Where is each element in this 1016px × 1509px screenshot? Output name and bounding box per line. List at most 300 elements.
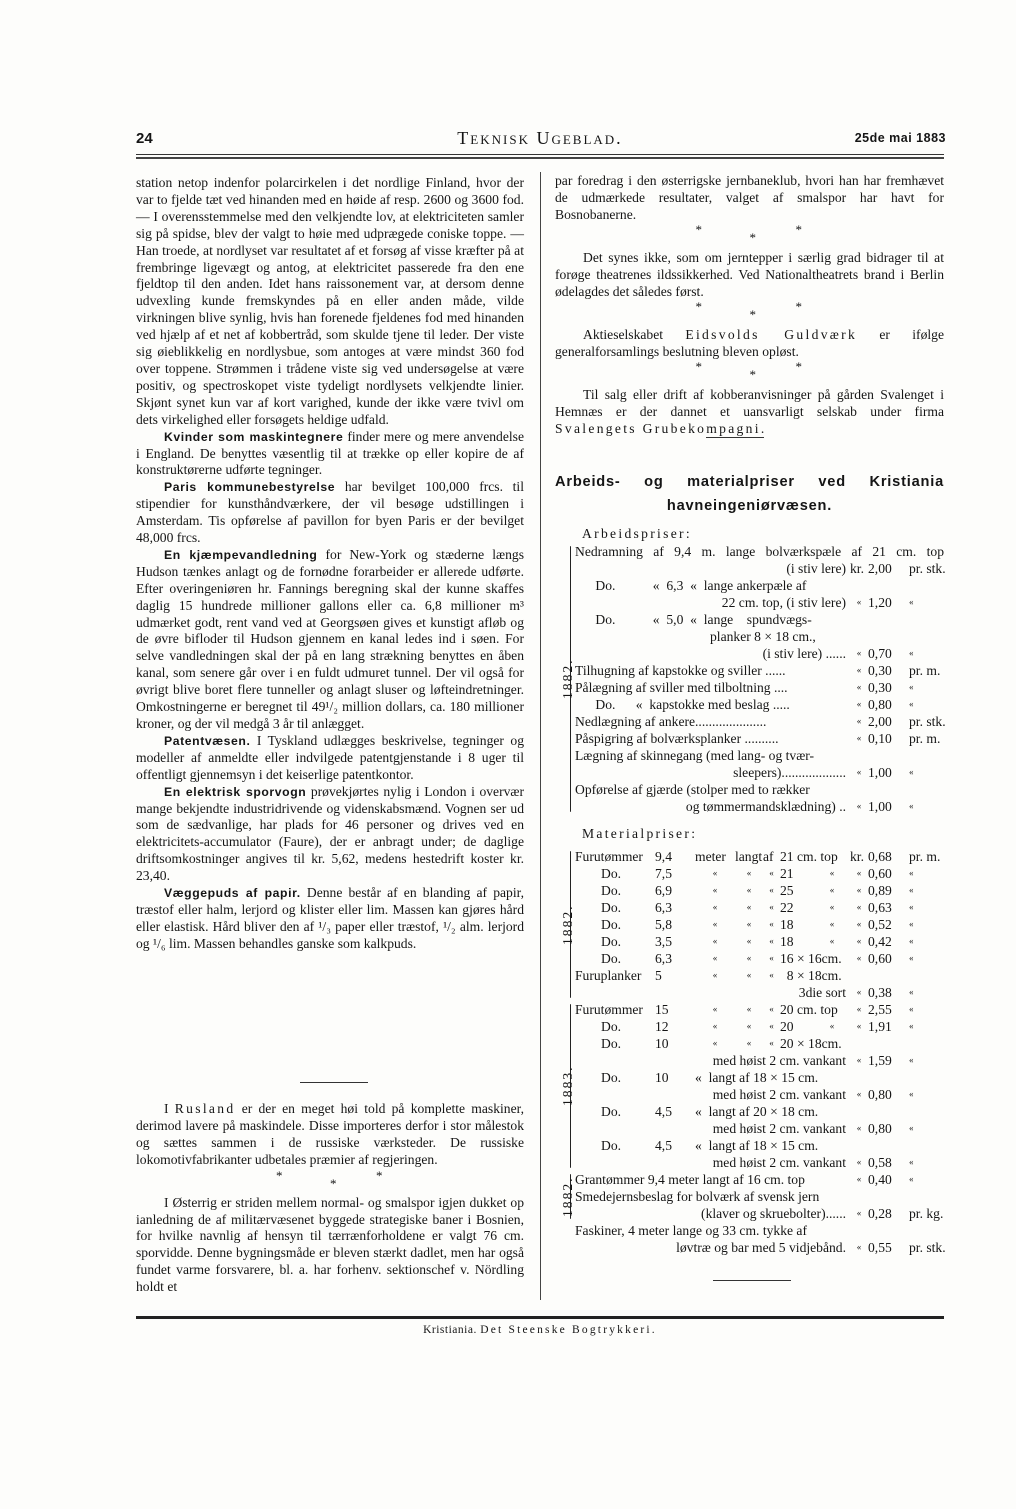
row-cell: « bbox=[746, 1021, 752, 1031]
price-value: 0,58 bbox=[868, 1155, 892, 1170]
footer-rule bbox=[136, 1316, 944, 1319]
row-description: Pålægning af sviller med tilboltning .... bbox=[575, 680, 788, 695]
row-cell bbox=[735, 1103, 763, 1120]
table-row bbox=[575, 1205, 944, 1222]
row-cell: « bbox=[746, 1004, 752, 1014]
row-cell: 4,5 bbox=[655, 1104, 672, 1119]
price-unit: « bbox=[909, 597, 914, 607]
table-row bbox=[575, 1069, 944, 1086]
paragraph-text: Aktieselskabet bbox=[583, 327, 686, 342]
price-value: 1,91 bbox=[868, 1019, 892, 1034]
row-cell: « bbox=[746, 902, 752, 912]
header-rule bbox=[136, 154, 944, 159]
row-cell: 6,3 bbox=[655, 900, 672, 915]
ditto-mark: « bbox=[856, 919, 862, 929]
asterisk-mark: * bbox=[695, 299, 702, 314]
paragraph-text: Til salg eller drift af kobberanvisninger på gården Svalenget i Hemnæs er der dannet et uansvarligt selskab under firma bbox=[555, 387, 944, 419]
price-unit: « bbox=[909, 902, 914, 912]
row-cell: Do. bbox=[601, 1070, 622, 1085]
year-label: 1882. bbox=[560, 1175, 575, 1217]
paragraph-lead: En kjæmpevandledning bbox=[164, 547, 318, 562]
row-cell bbox=[763, 1069, 780, 1086]
row-cell: « bbox=[712, 868, 718, 878]
paragraph-text: prøvekjørtes nylig i London i overvær mange bekjendte industridrivende og videnskabsmænd. Vognen ser ud som de sædvanlige, har plads for 46 personer og drives ved en elektricitets-accumulator (Faure), der er anbragt under; de daglige driftsomkostninger angives til kr. 5,62, medens hestedrift koster kr. 23,40. bbox=[136, 783, 524, 884]
row-description: Do. « 6,3 « lange ankerpæle af bbox=[575, 578, 807, 593]
row-cell: langt bbox=[735, 849, 763, 864]
labor-prices-label: Arbeidspriser: bbox=[582, 526, 692, 541]
row-cell: « bbox=[769, 1004, 774, 1014]
row-description: Nedlægning af ankere..................... bbox=[575, 714, 767, 729]
price-group bbox=[560, 543, 944, 815]
paragraph-text: I bbox=[164, 1101, 175, 1116]
table-row bbox=[575, 543, 944, 560]
table-row bbox=[575, 560, 944, 577]
row-description: Opførelse af gjærde (stolper med to rækker bbox=[575, 782, 810, 797]
asterisk-mark: * bbox=[330, 1175, 337, 1191]
price-value: 0,42 bbox=[868, 934, 892, 949]
row-cell: « bbox=[712, 970, 718, 980]
table-row bbox=[575, 984, 944, 1001]
row-description: med høist 2 cm. vankant bbox=[712, 1087, 846, 1102]
row-description: med høist 2 cm. vankant bbox=[712, 1053, 846, 1068]
row-description: (i stiv lere) bbox=[786, 561, 846, 576]
paragraph bbox=[555, 249, 944, 300]
price-group bbox=[560, 1001, 944, 1171]
asterisk-mark: * bbox=[749, 367, 756, 382]
row-cell: « bbox=[829, 919, 835, 929]
price-unit: pr. m. bbox=[909, 849, 941, 864]
spaced-name: Rusland bbox=[174, 1101, 236, 1116]
paragraph bbox=[136, 547, 524, 733]
paragraph-text: finder mere og mere anvendelse i England. De benyttes væsentlig til at trække op eller kopire de af konstruktørerne udførte tegninger. bbox=[136, 428, 524, 478]
price-unit: « bbox=[909, 1157, 914, 1167]
table-row bbox=[575, 1086, 944, 1103]
row-cell: 5 bbox=[655, 968, 662, 983]
price-value: 0,10 bbox=[868, 731, 892, 746]
row-cell bbox=[814, 1137, 850, 1154]
paragraph-text: er ifølge generalforsamlings beslutning bleven opløst. bbox=[555, 327, 944, 359]
row-cell: Do. bbox=[601, 934, 622, 949]
table-row bbox=[575, 882, 944, 899]
price-unit: « bbox=[909, 682, 914, 692]
row-cell: af bbox=[763, 849, 774, 864]
article-title-line1: Arbeids- og materialpriser ved Kristiania bbox=[555, 474, 944, 490]
row-cell: 5,8 bbox=[655, 917, 672, 932]
asterisk-mark: * bbox=[749, 307, 756, 322]
ditto-mark: « bbox=[856, 733, 862, 743]
paragraph bbox=[136, 1195, 524, 1296]
table-row bbox=[575, 662, 944, 679]
row-description: løvtræ og bar med 5 vidjebånd. bbox=[676, 1240, 846, 1255]
price-value: 0,70 bbox=[868, 646, 892, 661]
table-row bbox=[575, 594, 944, 611]
asterisk-mark: * bbox=[276, 1167, 283, 1183]
row-cell: « bbox=[769, 868, 774, 878]
issue-date: 25de mai 1883 bbox=[854, 131, 946, 145]
price-unit: « bbox=[909, 936, 914, 946]
footer-printer: Det Steenske Bogtrykkeri. bbox=[480, 1324, 657, 1336]
price-value: 2,55 bbox=[868, 1002, 892, 1017]
row-cell bbox=[780, 1069, 814, 1086]
row-cell: « bbox=[746, 919, 752, 929]
year-label: 1883. bbox=[560, 1065, 575, 1106]
table-row bbox=[575, 848, 944, 865]
row-description: Do. « 5,0 « lange spundvægs- bbox=[575, 612, 812, 627]
table-row bbox=[575, 628, 944, 645]
row-cell: « bbox=[769, 1021, 774, 1031]
row-cell: meter bbox=[695, 849, 726, 864]
asterisk-mark: * bbox=[695, 359, 702, 374]
row-cell: « bbox=[746, 885, 752, 895]
row-cell bbox=[780, 1137, 814, 1154]
row-description: planker 8 × 18 cm., bbox=[710, 629, 816, 644]
paragraph bbox=[136, 175, 524, 429]
price-value: 1,20 bbox=[868, 595, 892, 610]
row-description: med høist 2 cm. vankant bbox=[712, 1121, 846, 1136]
table-row bbox=[575, 1222, 944, 1239]
row-cell: 22 bbox=[780, 900, 794, 915]
row-cell: « bbox=[712, 1021, 718, 1031]
ditto-mark: « bbox=[856, 1242, 862, 1252]
table-row bbox=[575, 899, 944, 916]
row-cell: « bbox=[712, 953, 718, 963]
row-cell: Furuplanker bbox=[575, 968, 642, 983]
price-group bbox=[560, 848, 944, 1001]
ditto-mark: kr. bbox=[850, 561, 864, 576]
paragraph-lead: Paris kommunebestyrelse bbox=[164, 480, 336, 495]
row-cell: 8 × 18cm. bbox=[780, 968, 842, 983]
paragraph-lead: Kvinder som maskintegnere bbox=[164, 429, 344, 444]
row-cell: « bbox=[712, 1038, 718, 1048]
ditto-mark: « bbox=[856, 767, 862, 777]
paragraph bbox=[136, 479, 524, 547]
table-row bbox=[575, 1103, 944, 1120]
row-cell: Do. bbox=[601, 1104, 622, 1119]
price-value: 1,00 bbox=[868, 799, 892, 814]
section-rule bbox=[706, 437, 764, 438]
table-row bbox=[575, 1001, 944, 1018]
row-cell: 20 × 18cm. bbox=[780, 1036, 842, 1051]
price-unit: « bbox=[909, 767, 914, 777]
table-row bbox=[575, 747, 944, 764]
row-cell: Do. bbox=[601, 866, 622, 881]
price-unit: « bbox=[909, 801, 914, 811]
price-unit: « bbox=[909, 1123, 914, 1133]
row-cell: 21 cm. top bbox=[780, 849, 838, 864]
row-cell: 15 bbox=[655, 1002, 669, 1017]
table-row bbox=[575, 713, 944, 730]
ditto-mark: « bbox=[856, 1208, 862, 1218]
table-row bbox=[575, 1052, 944, 1069]
material-prices-label: Materialpriser: bbox=[582, 826, 698, 841]
row-cell: 4,5 bbox=[655, 1138, 672, 1153]
ditto-mark: « bbox=[856, 868, 862, 878]
table-row bbox=[575, 645, 944, 662]
table-row bbox=[575, 798, 944, 815]
row-cell: « bbox=[769, 970, 774, 980]
table-row bbox=[575, 577, 944, 594]
ditto-mark: « bbox=[856, 953, 862, 963]
price-value: 0,80 bbox=[868, 1087, 892, 1102]
column-divider bbox=[540, 172, 541, 1300]
paragraph bbox=[136, 885, 524, 953]
section-rule bbox=[713, 1280, 791, 1281]
row-description: 3die sort bbox=[798, 985, 846, 1000]
paragraph-text: I Tyskland udlægges beskrivelse, tegninger og modeller af anmeldte eller indvilgede patentgjenstande i 8 uger til offentligt gjennemsyn i det keiserlige patentkontor. bbox=[136, 732, 524, 782]
paragraph bbox=[136, 1101, 524, 1169]
table-row bbox=[575, 1035, 944, 1052]
footer-imprint bbox=[0, 1324, 1016, 1336]
price-unit: pr. stk. bbox=[909, 714, 946, 729]
row-cell: « langt af 18 × 15 cm. bbox=[695, 1138, 819, 1153]
row-cell: « bbox=[769, 953, 774, 963]
row-description: Smedejernsbeslag for bolværk af svensk jern bbox=[575, 1189, 820, 1204]
paragraph bbox=[555, 386, 944, 437]
ditto-mark: « bbox=[856, 1021, 862, 1031]
row-cell: « bbox=[746, 1038, 752, 1048]
price-unit: « bbox=[909, 987, 914, 997]
row-cell: « bbox=[712, 936, 718, 946]
price-value: 0,28 bbox=[868, 1206, 892, 1221]
ditto-mark: « bbox=[856, 665, 862, 675]
row-description: Påspigring af bolværksplanker .......... bbox=[575, 731, 779, 746]
paragraph-text: station netop indenfor polarcirkelen i det nordlige Finland, hvor der var to fjelde tæt ved hinanden med en høide af resp. 2600 og 3600 fod. — I overensstemmelse med den velkjendte lov, at elektriciteten samler sig på spidse, blev der valgt to høie med udprægede coniske toppe. — Han troede, at nordlyset var resultatet af et forsøg af visse kræfter på at frembringe ligevægt og antog, at elektricitet passerede fra den ene fjeldtop til den anden. Idet hans raissonement var, at dersom denne udvexling kunde fremskyndes på en eller anden måde, vilde virkningen blive synlig, hvis han forenede fjeldenes fod med hinanden ved hjælp af et net af kobbertråd, som skulde tjene til leder. Der viste sig øieblikkelig en nordlysbue, som antoges at være mindst 360 fod over toppene. Strømmen i trådene viste sig ved undersøgelse at være positiv, og spectroskopet viste tydeligt nordlysets velkjendte linier. Skjønt synet kun var af kort varighed, kunde der ikke være tvivl om dets virkelighed eller forsøgets heldige udfald. bbox=[136, 175, 524, 427]
row-cell: 20 bbox=[780, 1019, 794, 1034]
paragraph bbox=[136, 784, 524, 885]
price-unit: « bbox=[909, 648, 914, 658]
row-description: (klaver og skruebolter)...... bbox=[701, 1206, 846, 1221]
row-cell bbox=[814, 1035, 850, 1052]
row-cell: « bbox=[746, 868, 752, 878]
price-unit: « bbox=[909, 1021, 914, 1031]
article-title bbox=[555, 470, 944, 518]
table-row bbox=[575, 933, 944, 950]
price-value: 1,00 bbox=[868, 765, 892, 780]
row-cell: Do. bbox=[601, 1019, 622, 1034]
paragraph-lead: En elektrisk sporvogn bbox=[164, 784, 307, 799]
spaced-name: Svalengets Grubekompagni bbox=[555, 421, 761, 436]
masthead-title: Teknisk Ugeblad. bbox=[457, 128, 623, 148]
row-cell: Do. bbox=[601, 917, 622, 932]
ditto-mark: kr. bbox=[850, 849, 864, 864]
row-cell: 18 bbox=[780, 917, 794, 932]
asterisk-mark: * bbox=[695, 222, 702, 237]
ditto-mark: « bbox=[856, 716, 862, 726]
row-description: 22 cm. top, (i stiv lere) bbox=[721, 595, 846, 610]
table-row bbox=[575, 967, 944, 984]
labor-prices-table bbox=[560, 543, 944, 815]
row-cell: 3,5 bbox=[655, 934, 672, 949]
price-unit: « bbox=[909, 1174, 914, 1184]
paragraph bbox=[555, 326, 944, 360]
ditto-mark: « bbox=[856, 902, 862, 912]
price-value: 0,60 bbox=[868, 866, 892, 881]
footer-city: Kristiania. bbox=[423, 1324, 477, 1336]
ditto-mark: « bbox=[856, 1089, 862, 1099]
row-cell: « langt af 18 × 15 cm. bbox=[695, 1070, 819, 1085]
price-value: 0,68 bbox=[868, 849, 892, 864]
ditto-mark: « bbox=[856, 1055, 862, 1065]
row-cell: Do. bbox=[601, 883, 622, 898]
row-cell bbox=[814, 1069, 850, 1086]
price-unit: « bbox=[909, 919, 914, 929]
ditto-mark: « bbox=[856, 1174, 862, 1184]
ditto-mark: « bbox=[856, 1157, 862, 1167]
price-value: 1,59 bbox=[868, 1053, 892, 1068]
asterisk-mark: * bbox=[749, 230, 756, 245]
paragraph-text: Det synes ikke, som om jerntepper i særlig grad bidrager til at forøge theatrenes ildssikkerhed. Ved Nationaltheatrets brand i Berlin ødelagdes det således først. bbox=[555, 250, 944, 299]
row-cell bbox=[735, 1137, 763, 1154]
row-cell: Do. bbox=[601, 900, 622, 915]
paragraph-text: for New-York og stæderne længs Hudson tænkes anlagt og de fornødne forarbeider er allerede udførte. Efter overingeniøren hr. Fannings beregning skal der kunne skaffes daglig 15 hundrede millioner gallons eller ca. 6,8 millioner m³ udmærket godt, rent vand ved at Georgsøen gives et kunstigt afløb og de øvre bifloder til Hudson gjennem en kanal ledes ind i søen. For selve vandledningen skal der på en lang strækning benyttes en åben kanal, som senere går over i en fuldt udmuret tunnel. Der vil også for øvrigt blive boret flere tunneller og anlagt sluser og løfteindretninger. Omkostningerne er beregnet til 49¹/₂ million dollars, ca. 180 millioner kroner, og der vil medgå 3 år til anlægget. bbox=[136, 546, 524, 731]
price-unit: pr. stk. bbox=[909, 561, 946, 576]
right-column bbox=[555, 172, 944, 437]
row-cell: 18 bbox=[780, 934, 794, 949]
paragraph bbox=[136, 429, 524, 480]
paragraph-lead: Væggepuds af papir. bbox=[164, 886, 301, 901]
row-cell bbox=[814, 1103, 850, 1120]
table-row bbox=[575, 730, 944, 747]
table-row bbox=[575, 781, 944, 798]
row-cell: 16 × 16cm. bbox=[780, 951, 842, 966]
row-description: (i stiv lere) ...... bbox=[762, 646, 846, 661]
table-row bbox=[575, 1154, 944, 1171]
price-value: 2,00 bbox=[868, 714, 892, 729]
row-cell: « bbox=[829, 885, 835, 895]
asterisk-mark: * bbox=[795, 359, 802, 374]
page-number: 24 bbox=[136, 130, 153, 147]
price-value: 0,60 bbox=[868, 951, 892, 966]
row-cell: « bbox=[829, 868, 835, 878]
row-description: Nedramning af 9,4 m. lange bolværkspæle af 21 cm. top bbox=[575, 544, 944, 559]
table-row bbox=[575, 611, 944, 628]
price-group bbox=[560, 1222, 944, 1256]
table-row bbox=[575, 1120, 944, 1137]
paragraph-lead: Patentvæsen. bbox=[164, 733, 251, 748]
price-unit: « bbox=[909, 699, 914, 709]
table-row bbox=[575, 764, 944, 781]
row-cell: Do. bbox=[601, 1036, 622, 1051]
table-row bbox=[575, 1239, 944, 1256]
paragraph bbox=[136, 733, 524, 784]
row-cell: « bbox=[769, 902, 774, 912]
price-unit: « bbox=[909, 1004, 914, 1014]
ditto-mark: « bbox=[856, 597, 862, 607]
year-label: 1882. bbox=[560, 903, 575, 945]
article-title-line2: havneingeniørvæsen. bbox=[666, 498, 833, 514]
paragraph-text: Denne består af en blanding af papir, træstof eller halm, lerjord og klister eller lim. Massen kan gjøres hård eller elastisk. Hård bliver den af ¹/₃ paper eller træstof, ¹/₂ alm. lerjord og ¹/₆ lim. Massen behandles ganske som kalkpuds. bbox=[136, 885, 524, 951]
row-cell: 9,4 bbox=[655, 849, 672, 864]
ditto-mark: « bbox=[856, 682, 862, 692]
price-group bbox=[560, 1171, 944, 1222]
row-cell: « bbox=[829, 936, 835, 946]
asterisk-mark: * bbox=[376, 1167, 383, 1183]
price-value: 0,55 bbox=[868, 1240, 892, 1255]
price-value: 0,89 bbox=[868, 883, 892, 898]
row-cell: « bbox=[746, 936, 752, 946]
spaced-name: Eidsvolds Guldværk bbox=[685, 327, 858, 342]
ditto-mark: « bbox=[856, 648, 862, 658]
row-cell: 6,3 bbox=[655, 951, 672, 966]
paragraph-text: . bbox=[760, 421, 765, 436]
paragraph-text: har bevilget 100,000 frcs. til stipendier for kunsthåndværkere, der vil besøge udstillingen i Amsterdam. Tis opførelse af pavillon for byen Paris er der bevilget 48,000 frcs. bbox=[136, 479, 524, 546]
row-cell bbox=[780, 1103, 814, 1120]
table-row bbox=[575, 865, 944, 882]
row-cell: « bbox=[829, 1021, 835, 1031]
row-cell: « bbox=[769, 1038, 774, 1048]
section-rule bbox=[300, 1082, 368, 1083]
row-cell bbox=[814, 1001, 850, 1018]
price-unit: pr. kg. bbox=[909, 1206, 944, 1221]
paragraph-text: par foredrag i den østerrigske jernbaneklub, hvori han har fremhævet de udmærkede resultater, valget af smalspor har havt for Bosnobanerne. bbox=[555, 173, 944, 222]
table-row bbox=[575, 1137, 944, 1154]
row-cell: « bbox=[712, 902, 718, 912]
row-cell: « bbox=[769, 919, 774, 929]
asterisk-mark: * bbox=[795, 222, 802, 237]
price-value: 0,63 bbox=[868, 900, 892, 915]
row-cell: Furutømmer bbox=[575, 1002, 643, 1017]
price-value: 0,52 bbox=[868, 917, 892, 932]
row-cell: « bbox=[769, 936, 774, 946]
table-row bbox=[575, 950, 944, 967]
table-row bbox=[575, 679, 944, 696]
price-value: 0,80 bbox=[868, 1121, 892, 1136]
paragraph bbox=[555, 172, 944, 223]
row-cell: Do. bbox=[601, 951, 622, 966]
row-cell: 20 cm. top bbox=[780, 1002, 838, 1017]
row-cell: « langt af 20 × 18 cm. bbox=[695, 1104, 819, 1119]
row-cell: « bbox=[712, 885, 718, 895]
row-cell: « bbox=[769, 885, 774, 895]
row-cell bbox=[814, 950, 850, 967]
row-description: Faskiner, 4 meter lange og 33 cm. tykke af bbox=[575, 1223, 807, 1238]
left-column-lower bbox=[136, 1101, 524, 1296]
price-unit: « bbox=[909, 1089, 914, 1099]
row-description: med høist 2 cm. vankant bbox=[712, 1155, 846, 1170]
table-row bbox=[575, 1018, 944, 1035]
price-value: 0,38 bbox=[868, 985, 892, 1000]
row-cell: 6,9 bbox=[655, 883, 672, 898]
price-value: 0,40 bbox=[868, 1172, 892, 1187]
table-row bbox=[575, 1188, 944, 1205]
table-row bbox=[575, 1171, 944, 1188]
ditto-mark: « bbox=[856, 885, 862, 895]
price-unit: pr. stk. bbox=[909, 1240, 946, 1255]
row-description: Do. « kapstokke med beslag ..... bbox=[575, 697, 790, 712]
row-cell: « bbox=[746, 970, 752, 980]
row-description: Tilhugning af kapstokke og sviller ...... bbox=[575, 663, 786, 678]
row-cell: 10 bbox=[655, 1070, 669, 1085]
price-value: 0,80 bbox=[868, 697, 892, 712]
row-description: Lægning af skinnegang (med lang- og tvær- bbox=[575, 748, 815, 763]
price-unit: « bbox=[909, 868, 914, 878]
left-column bbox=[136, 175, 524, 953]
price-unit: « bbox=[909, 953, 914, 963]
row-cell: « bbox=[712, 919, 718, 929]
ditto-mark: « bbox=[856, 936, 862, 946]
row-cell: « bbox=[712, 1004, 718, 1014]
material-prices-table bbox=[560, 848, 944, 1256]
row-cell: Do. bbox=[601, 1138, 622, 1153]
price-unit: « bbox=[909, 885, 914, 895]
row-cell bbox=[763, 1103, 780, 1120]
price-value: 0,30 bbox=[868, 663, 892, 678]
year-label: 1882. bbox=[560, 658, 575, 699]
asterism-divider bbox=[136, 1169, 524, 1195]
row-description: Grantømmer 9,4 meter langt af 16 cm. top bbox=[575, 1172, 805, 1187]
row-cell bbox=[763, 1137, 780, 1154]
paragraph-text: er der en meget høi told på komplette maskiner, derimod lavere på maskindele. Disse importeres derfor i stor målestok og sættes sammen i de russiske værksteder. De russiske lokomotivfabrikanter udbetales præmier af regjeringen. bbox=[136, 1101, 524, 1167]
